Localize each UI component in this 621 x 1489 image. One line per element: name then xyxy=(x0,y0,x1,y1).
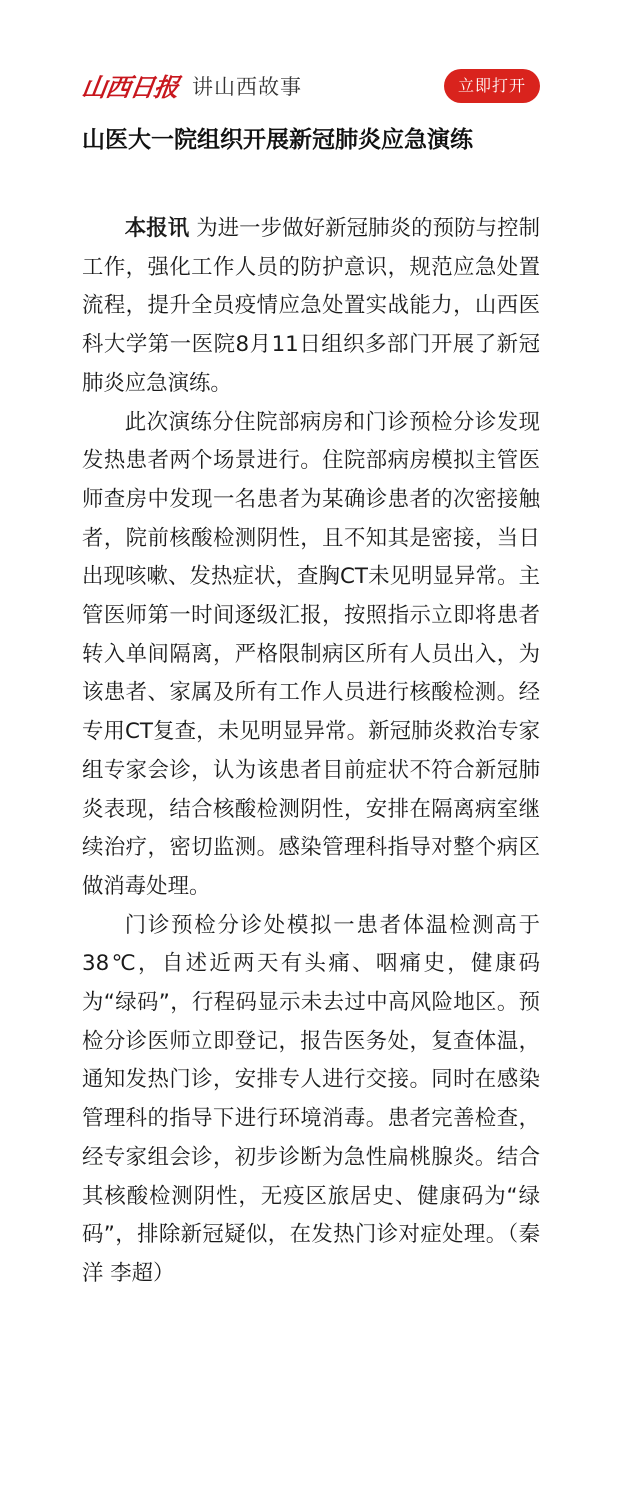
article-title: 山医大一院组织开展新冠肺炎应急演练 xyxy=(82,127,473,153)
open-app-button[interactable]: 立即打开 xyxy=(444,69,540,103)
logo-mark: 山西日报 xyxy=(79,73,180,102)
article-body xyxy=(82,210,540,1294)
app-banner xyxy=(0,60,621,112)
article-paragraph-2: 此次演练分住院部病房和门诊预检分诊发现发热患者两个场景进行。住院部病房模拟主管医师查房中发现一名患者为某确诊患者的次密接触者，院前核酸检测阴性，且不知其是密接，当日出现咳嗽、发热症状，查胸CT未见明显异常。主管医师第一时间逐级汇报，按照指示立即将患者转入单间隔离，严格限制病区所有人员出入，为该患者、家属及所有工作人员进行核酸检测。经专用CT复查，未见明显异常。新冠肺炎救治专家组专家会诊，认为该患者目前症状不符合新冠肺炎表现，结合核酸检测阴性，安排在隔离病室继续治疗，密切监测。感染管理科指导对整个病区做消毒处理。 xyxy=(82,409,540,899)
article-paragraph-1-body: 为进一步做好新冠肺炎的预防与控制工作，强化工作人员的防护意识，规范应急处置流程，提升全员疫情应急处置实战能力，山西医科大学第一医院8月11日组织多部门开展了新冠肺炎应急演练。 xyxy=(82,216,540,396)
logo-slogan: 讲山西故事 xyxy=(192,75,303,99)
newspaper-logo xyxy=(79,68,303,104)
article-lead: 本报讯 xyxy=(124,216,190,241)
article-paragraph-3: 门诊预检分诊处模拟一患者体温检测高于38℃，自述近两天有头痛、咽痛史，健康码为“绿码”，行程码显示未去过中高风险地区。预检分诊医师立即登记，报告医务处，复查体温，通知发热门诊，安排专人进行交接。同时在感染管理科的指导下进行环境消毒。患者完善检查，经专家组会诊，初步诊断为急性扁桃腺炎。结合其核酸检测阴性，无疫区旅居史、健康码为“绿码”，排除新冠疑似，在发热门诊对症处理。（秦洋 李超） xyxy=(82,912,540,1286)
article-paragraph-1 xyxy=(82,210,540,404)
